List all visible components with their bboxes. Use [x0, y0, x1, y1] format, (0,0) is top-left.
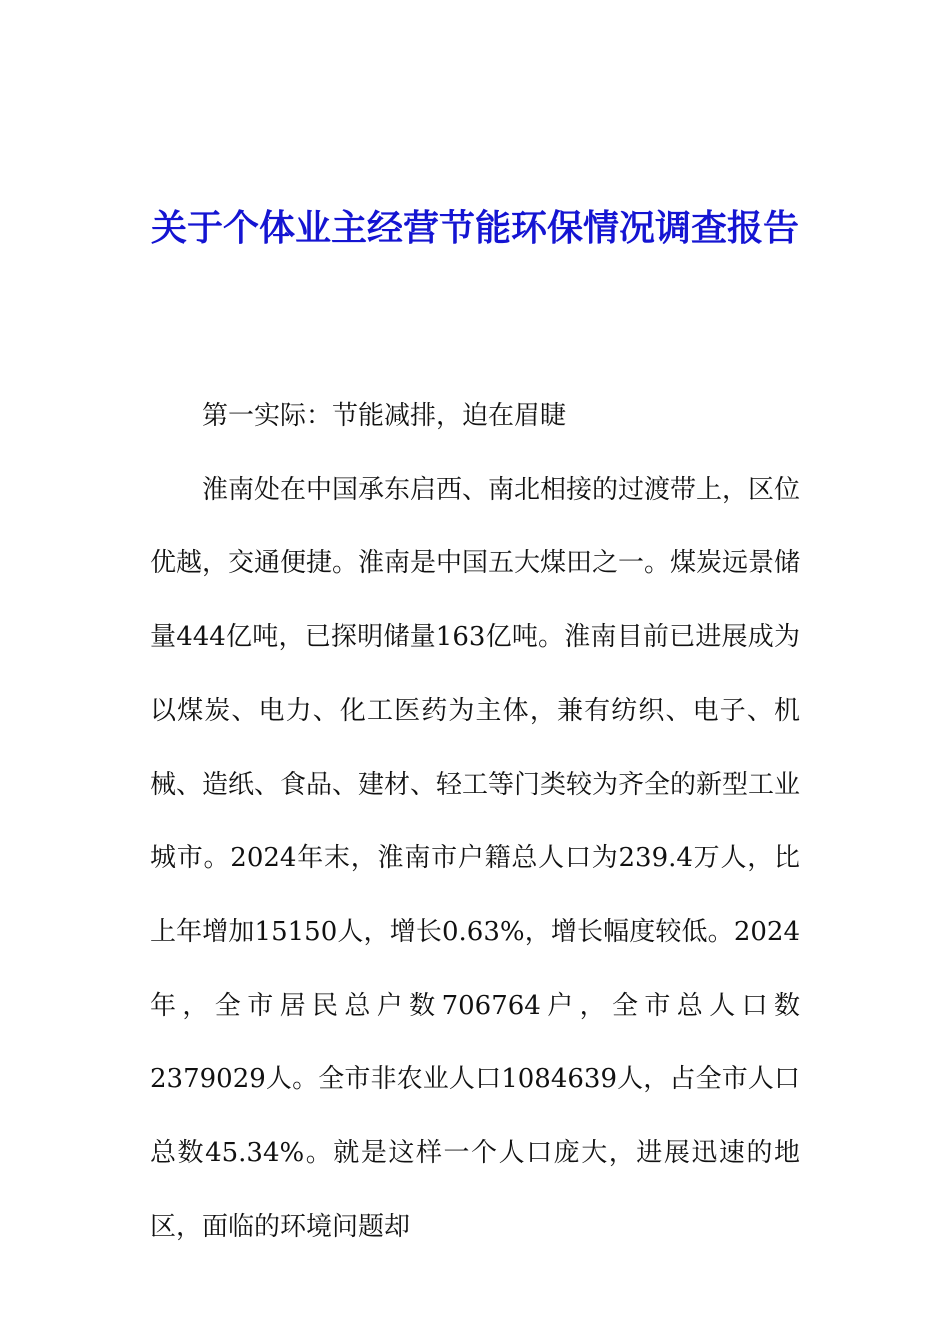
section-heading-paragraph: 第一实际：节能减排，迫在眉睫: [202, 401, 567, 431]
document-title: 关于个体业主经营节能环保情况调查报告: [150, 207, 799, 250]
body-paragraph: 淮南处在中国承东启西、南北相接的过渡带上，区位优越，交通便捷。淮南是中国五大煤田之一。煤炭远景储量444亿吨，已探明储量163亿吨。淮南目前已进展成为以煤炭、电力、化工医药为主体，兼有纺织、电子、机械、造纸、食品、建材、轻工等门类较为齐全的新型工业城市。2024年末，淮南市户籍总人口为239.4万人，比上年增加15150人，增长0.63%，增长幅度较低。2024年，全市居民总户数706764户，全市总人口数2379029人。全市非农业人口1084639人，占全市人口总数45.34%。就是这样一个人口庞大，进展迅速的地区，面临的环境问题却: [150, 474, 801, 1242]
document-body: [150, 380, 800, 1264]
